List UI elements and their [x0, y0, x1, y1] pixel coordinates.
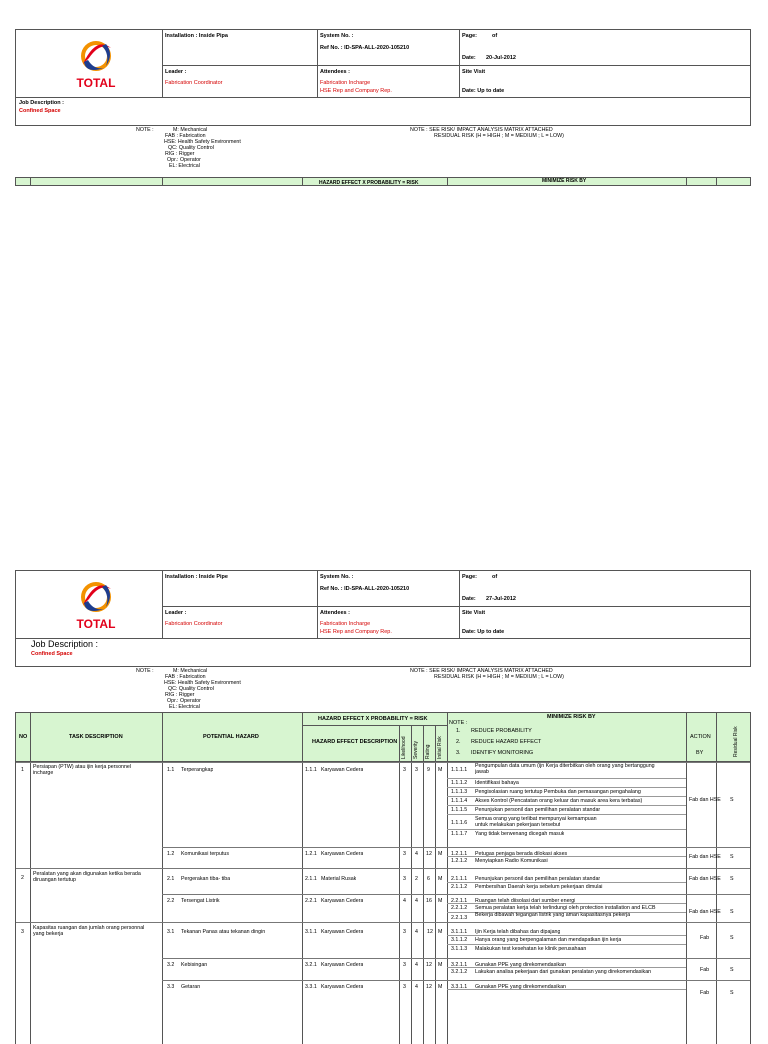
initial-risk: M: [438, 984, 443, 990]
date-value: 27-Jul-2012: [486, 596, 516, 602]
control-no: 2.2.1.2: [451, 905, 468, 911]
job-description-box: [15, 639, 751, 667]
system-no: System No. :: [320, 33, 354, 39]
note-label: NOTE :: [136, 668, 154, 674]
logo-wordmark: TOTAL: [76, 617, 116, 631]
control-desc: Ruangan telah diisolasi dari sumber energi: [475, 898, 576, 904]
hazard-desc: Komunikasi terputus: [181, 851, 229, 857]
hazard-desc: Kebisingan: [181, 962, 208, 968]
date-label: Date:: [462, 596, 476, 602]
initial-risk: M: [438, 962, 443, 968]
effect-desc: Karyawan Cedera: [321, 962, 364, 968]
control-desc: Pengumpulan data umum (ijn Kerja diterbitkan oleh orang yang bertanggung: [475, 763, 655, 769]
control-desc: Penunjukan personil dan pemilihan peralatan standar: [475, 876, 601, 882]
abbr-hse: HSE: Health Safety Environment: [164, 680, 241, 686]
initial-risk: M: [438, 767, 443, 773]
task-no: 3: [21, 929, 24, 935]
attendee-2: HSE Rep and Company Rep.: [320, 629, 392, 635]
effect-desc: Karyawan Cedera: [321, 767, 364, 773]
control-desc: Ijin Kerja telah dibahas dan dipajang: [475, 929, 561, 935]
severity: 4: [415, 929, 418, 935]
rating: 6: [427, 876, 430, 882]
abbr-qc: QC: Quality Control: [168, 145, 214, 151]
rating: 12: [427, 929, 433, 935]
rating: 12: [426, 851, 432, 857]
control-no: 2.1.1.2: [451, 884, 468, 890]
task-desc: Peralatan yang akan digunakan ketika berada: [33, 871, 141, 877]
abbr-fab: FAB : Fabrication: [165, 674, 206, 680]
site-visit: Site Visit: [462, 610, 486, 616]
hazard-no: 1.1: [167, 767, 175, 773]
action-by: Fab dan HSE: [689, 909, 721, 915]
hazard-desc: Terperangkap: [181, 767, 214, 773]
hazard-no: 3.2: [167, 962, 175, 968]
residual-risk: S: [730, 909, 734, 915]
control-no: 2.2.1.3: [451, 915, 468, 921]
control-desc: Lakukan analisa pekerjaan dari gunakan peralatan yang direkomendasikan: [475, 969, 652, 975]
severity: 4: [415, 898, 418, 904]
control-desc: Bekerja dibawah tegangan listrik yang aman kapasitasnya pekerja: [475, 912, 631, 918]
control-desc: Hanya orang yang berpengalaman dan mendapatkan ijin kerja: [475, 937, 622, 943]
attendees-label: Attendees :: [320, 69, 350, 75]
col-action: ACTION: [690, 734, 711, 740]
likelihood: 3: [403, 984, 406, 990]
control-no: 1.1.1.3: [451, 789, 468, 795]
action-by: Fab: [700, 967, 710, 973]
minimize-1: REDUCE PROBABILITY: [471, 728, 532, 734]
control-desc-2: untuk melakukan pekerjaan tersebut: [475, 822, 561, 828]
leader-value: Fabrication Coordinator: [165, 621, 223, 627]
note-right-1: NOTE : SEE RISK/ IMPACT ANALYSIS MATRIX ATTACHED: [410, 668, 553, 674]
control-no: 3.1.1.1: [451, 929, 468, 935]
attendee-1: Fabrication Incharge: [320, 621, 371, 627]
stripe-hazard: HAZARD EFFECT X PROBABILITY = RISK: [319, 180, 419, 186]
control-desc-2: jawab: [475, 769, 489, 775]
total-logo: [56, 34, 136, 94]
ref-no: Ref No. : ID-SPA-ALL-2020-105210: [320, 45, 410, 51]
abbr-rig: RIG : Rigger: [165, 692, 195, 698]
likelihood: 3: [403, 962, 406, 968]
job-description-label: Job Description :: [31, 639, 99, 649]
col-minimize: MINIMIZE RISK BY: [547, 714, 596, 720]
control-no: 3.3.1.1: [451, 984, 468, 990]
col-initial-risk: Initial Risk: [437, 736, 443, 759]
likelihood: 3: [403, 767, 406, 773]
date-up-to-date: Date: Up to date: [462, 629, 505, 635]
control-desc: Akses Kontrol (Pencatatan orang keluar dan masuk area kera terbatas): [475, 798, 643, 804]
page-1-header: [15, 29, 751, 98]
residual-risk: S: [730, 935, 734, 941]
control-no: 2.2.1.1: [451, 898, 468, 904]
col-task: TASK DESCRIPTION: [69, 734, 123, 740]
minimize-2: REDUCE HAZARD EFFECT: [471, 739, 542, 745]
control-no: 1.1.1.5: [451, 807, 468, 813]
task-no: 1: [21, 767, 24, 773]
page-2-header: [15, 570, 751, 639]
date-up-to-date: Date: Up to date: [462, 88, 505, 94]
col-likelihood: Likelihood: [401, 736, 407, 759]
control-desc: Semua peralatan kerja telah terlindungi oleh protection installation and ELCB: [475, 905, 656, 911]
residual-risk: S: [730, 876, 734, 882]
job-description-box: [15, 98, 751, 126]
control-desc: Pengisolasian ruang tertutup Pembuka dan pemasangan pengahalang: [475, 789, 641, 795]
control-no: 1.1.1.6: [451, 820, 468, 826]
attendees-label: Attendees :: [320, 610, 350, 616]
likelihood: 3: [403, 929, 406, 935]
note-right-2: RESIDUAL RISK (H = HIGH ; M = MEDIUM ; L = LOW): [434, 674, 564, 680]
effect-no: 1.1.1: [305, 767, 317, 773]
control-no: 3.1.1.3: [451, 946, 468, 952]
system-no: System No. :: [320, 574, 354, 580]
control-no: 3.2.1.1: [451, 962, 468, 968]
rating: 12: [426, 984, 432, 990]
hazard-desc: Tersengat Listrik: [181, 898, 220, 904]
control-desc: Menyiapkan Radio Komunikasi: [475, 858, 548, 864]
col-hazard-effect-prob: HAZARD EFFECT X PROBABILITY = RISK: [318, 716, 428, 722]
col-rating: Rating: [425, 744, 431, 759]
note-right-2: RESIDUAL RISK (H = HIGH ; M = MEDIUM ; L = LOW): [434, 133, 564, 139]
control-no: 1.1.1.1: [451, 767, 468, 773]
ref-no: Ref No. : ID-SPA-ALL-2020-105210: [320, 586, 410, 592]
hazard-desc: Getaran: [181, 984, 201, 990]
page-of: of: [492, 574, 498, 580]
control-desc: Penunjukan personil dan pemilihan peralatan standar: [475, 807, 601, 813]
table-body: [15, 762, 751, 1044]
page-2: [15, 570, 751, 1044]
col-hazard: POTENTIAL HAZARD: [203, 734, 259, 740]
total-logo: [56, 575, 136, 635]
page-label: Page:: [462, 33, 477, 39]
notes-section: [15, 667, 751, 712]
note-label: NOTE :: [136, 127, 154, 133]
action-by: Fab dan HSE: [689, 797, 721, 803]
control-no: 3.1.1.2: [451, 937, 468, 943]
hazard-desc: Pergerakan tiba- tiba: [181, 876, 231, 882]
page-1-table-header-cut: [15, 177, 751, 186]
control-no: 2.1.1.1: [451, 876, 468, 882]
date-label: Date:: [462, 55, 476, 61]
effect-no: 1.2.1: [305, 851, 317, 857]
col-no: NO: [19, 734, 28, 740]
residual-risk: S: [730, 854, 734, 860]
table-row: [16, 762, 750, 776]
hazard-desc: Tekanan Panas atau tekanan dingin: [181, 929, 266, 935]
installation: Installation : Inside Pipa: [165, 33, 228, 39]
task-desc: Persiapan (PTW) atau ijin kerja personnel: [33, 764, 132, 770]
page-of: of: [492, 33, 498, 39]
minimize-3: IDENTIFY MONITORING: [471, 750, 534, 756]
table-header: [15, 712, 751, 762]
job-description-label: Job Description :: [19, 100, 64, 106]
severity: 4: [415, 962, 418, 968]
task-no: 2: [21, 875, 24, 881]
leader-label: Leader :: [165, 69, 187, 75]
residual-risk: S: [730, 797, 734, 803]
effect-desc: Karyawan Cedera: [321, 929, 364, 935]
task-desc-2: incharge: [33, 770, 54, 776]
rating: 9: [427, 767, 430, 773]
job-description-value: Confined Space: [31, 651, 73, 657]
attendee-1: Fabrication Incharge: [320, 80, 371, 86]
abbr-qc: QC: Quality Control: [168, 686, 214, 692]
hazard-no: 3.3: [167, 984, 175, 990]
control-desc: Semua orang yang terlibat mempunyai kemampuan: [475, 816, 597, 822]
minimize-3-num: 3.: [456, 750, 461, 756]
initial-risk: M: [438, 898, 443, 904]
leader-value: Fabrication Coordinator: [165, 80, 223, 86]
col-residual-risk: Residual Risk: [733, 726, 739, 757]
hazard-no: 3.1: [167, 929, 175, 935]
action-by: Fab: [700, 935, 710, 941]
severity: 2: [415, 876, 418, 882]
effect-desc: Karyawan Cedera: [321, 851, 364, 857]
attendee-2: HSE Rep and Company Rep.: [320, 88, 392, 94]
abbr-el: EL: Electrical: [169, 704, 200, 710]
effect-desc: Karyawan Cedera: [321, 898, 364, 904]
page-label: Page:: [462, 574, 477, 580]
initial-risk: M: [438, 851, 443, 857]
abbr-m: M: Mechanical: [173, 127, 208, 133]
initial-risk: M: [438, 929, 443, 935]
abbr-opr: Opr.: Operator: [167, 698, 201, 704]
task-desc: Kapasitas ruangan dan jumlah orang personnal: [33, 925, 145, 931]
severity: 3: [415, 767, 418, 773]
note-right-1: NOTE : SEE RISK/ IMPACT ANALYSIS MATRIX ATTACHED: [410, 127, 553, 133]
abbr-el: EL: Electrical: [169, 163, 200, 169]
stripe-minimize: MINIMIZE RISK BY: [542, 178, 587, 184]
task-desc-2: diruangan tertutup: [33, 877, 76, 883]
table-row: [162, 980, 750, 996]
likelihood: 3: [403, 851, 406, 857]
effect-no: 2.2.1: [305, 898, 317, 904]
effect-no: 2.1.1: [305, 876, 317, 882]
table-row: [16, 868, 750, 883]
control-desc: Malakukan test kesehatan ke klinik perusahaan: [475, 946, 587, 952]
col-by: BY: [696, 750, 704, 756]
control-no: 1.1.1.2: [451, 780, 468, 786]
control-no: 1.1.1.4: [451, 798, 468, 804]
action-by: Fab: [700, 990, 710, 996]
control-no: 1.1.1.7: [451, 831, 468, 837]
initial-risk: M: [438, 876, 443, 882]
control-desc: Petugas penjaga berada dilokasi akses: [475, 851, 568, 857]
severity: 4: [415, 984, 418, 990]
control-desc: Gunakan PPE yang direkomendasikan: [475, 984, 566, 990]
rating: 16: [426, 898, 432, 904]
residual-risk: S: [730, 967, 734, 973]
control-desc: Gunakan PPE yang direkomendasikan: [475, 962, 566, 968]
installation: Installation : Inside Pipe: [165, 574, 228, 580]
control-desc: Pembersihan Daerah kerja sebelum pekerjaan dimulai: [475, 884, 603, 890]
abbr-opr: Opr.: Operator: [167, 157, 201, 163]
action-by: Fab dan HSE: [689, 876, 721, 882]
action-by: Fab dan HSE: [689, 854, 721, 860]
minimize-note: NOTE :: [449, 720, 468, 726]
hazard-no: 2.1: [167, 876, 175, 882]
control-desc: Identifikasi bahaya: [475, 780, 519, 786]
leader-label: Leader :: [165, 610, 187, 616]
abbr-hse: HSE: Health Safety Environment: [164, 139, 241, 145]
effect-desc: Karyawan Cedera: [321, 984, 364, 990]
job-description-value: Confined Space: [19, 108, 61, 114]
site-visit: Site Visit: [462, 69, 486, 75]
table-row: [162, 847, 750, 860]
notes-section: [15, 126, 751, 171]
abbr-m: M: Mechanical: [173, 668, 208, 674]
abbr-rig: RIG : Rigger: [165, 151, 195, 157]
page-1: [15, 29, 751, 171]
hazard-no: 2.2: [167, 898, 175, 904]
col-hazard-effect-desc: HAZARD EFFECT DESCRIPTION: [312, 739, 398, 745]
effect-desc: Material Rusak: [321, 876, 357, 882]
residual-risk: S: [730, 990, 734, 996]
effect-no: 3.1.1: [305, 929, 317, 935]
effect-no: 3.2.1: [305, 962, 317, 968]
logo-wordmark: TOTAL: [76, 76, 116, 90]
rating: 12: [426, 962, 432, 968]
control-no: 1.2.1.1: [451, 851, 468, 857]
task-desc-2: yang bekerja: [33, 931, 64, 937]
effect-no: 3.3.1: [305, 984, 317, 990]
date-value: 20-Jul-2012: [486, 55, 516, 61]
control-desc: Yang tidak berwenang dicegah masuk: [475, 831, 565, 837]
minimize-2-num: 2.: [456, 739, 461, 745]
control-no: 3.2.1.2: [451, 969, 468, 975]
likelihood: 4: [403, 898, 406, 904]
control-no: 1.2.1.2: [451, 858, 468, 864]
col-severity: Severity: [413, 740, 419, 759]
minimize-1-num: 1.: [456, 728, 461, 734]
hazard-no: 1.2: [167, 851, 175, 857]
abbr-fab: FAB : Fabrication: [165, 133, 206, 139]
severity: 4: [415, 851, 418, 857]
likelihood: 3: [403, 876, 406, 882]
